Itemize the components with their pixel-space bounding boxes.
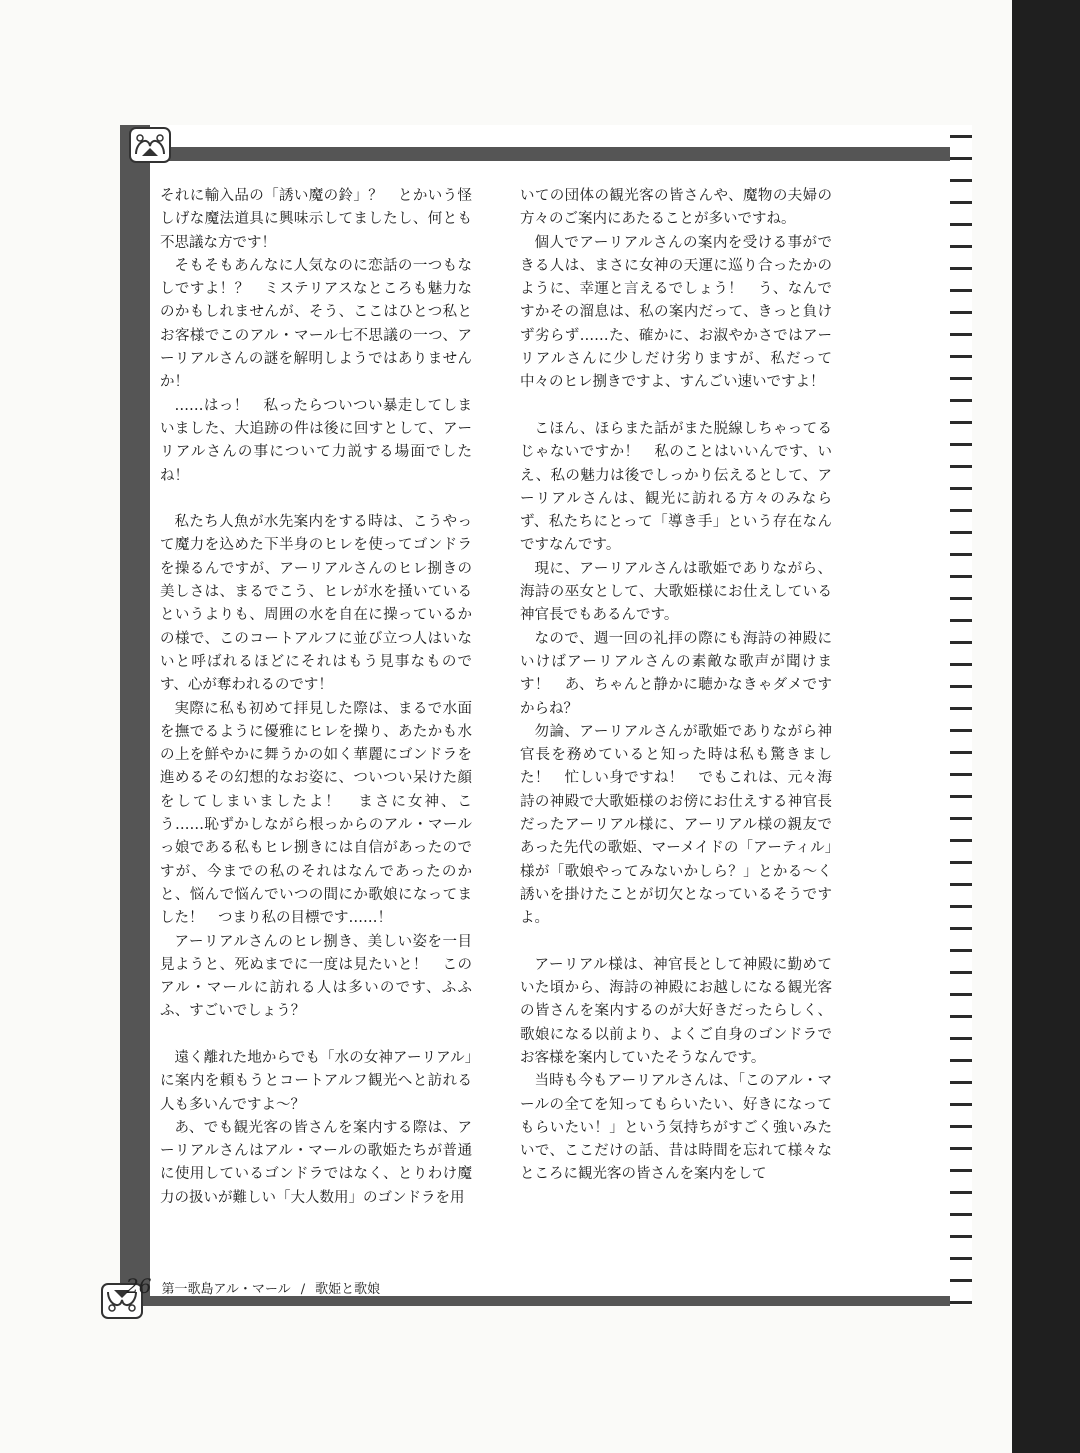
paragraph: いての団体の観光客の皆さんや、魔物の夫婦の方々のご案内にあたることが多いですね。 bbox=[520, 188, 832, 228]
paragraph-gap bbox=[520, 395, 832, 418]
text-column-right bbox=[520, 185, 832, 1187]
paragraph-gap bbox=[160, 1024, 472, 1047]
scroll-ornament-icon bbox=[128, 126, 172, 164]
footer-chapter: 第一歌島アル・マール bbox=[161, 1282, 291, 1297]
scan-background-dark bbox=[1012, 0, 1080, 1453]
paragraph: 勿論、アーリアルさんが歌姫でありながら神官長を務めていると知った時は私も驚きました！ 忙しい身ですね！ でもこれは、元々海詩の神殿で大歌姫様のお傍にお仕えする神官長だったアーリアル様に、アーリアル様の親友であった先代の歌姫、マーメイドの「アーティル」様が「歌娘やってみないかしら？」とかる～く誘いを掛けたことが切欠となっているそうですよ。 bbox=[520, 723, 832, 927]
paragraph: こほん、ほらまた話がまた脱線しちゃってるじゃないですか！ 私のことはいいんです、いえ、私の魅力は後でしっかり伝えるとして、アーリアルさんは、観光に訪れる方々のみならず、私たちにとって「導き手」という存在なんですなんです。 bbox=[520, 420, 832, 554]
paragraph-gap bbox=[520, 931, 832, 954]
text-column-left bbox=[160, 185, 472, 1210]
footer-section: 歌姫と歌娘 bbox=[315, 1282, 381, 1297]
footer-separator: / bbox=[300, 1282, 306, 1297]
paragraph: 当時も今もアーリアルさんは、「このアル・マールの全てを知ってもらいたい、好きになってもらいたい！」という気持ちがすごく強いみたいで、ここだけの話、昔は時間を忘れて様々なところに観光客の皆さんを案内をして bbox=[520, 1073, 832, 1183]
page-right-edge bbox=[950, 125, 972, 1305]
paragraph: なので、週一回の礼拝の際にも海詩の神殿にいけばアーリアルさんの素敵な歌声が聞けます！ あ、ちゃんと静かに聴かなきゃダメですからね？ bbox=[520, 630, 832, 717]
paragraph: それに輸入品の「誘い魔の鈴」？ とかいう怪しげな魔法道具に興味示してましたし、何とも不思議な方です！ bbox=[160, 188, 472, 251]
paragraph: あ、でも観光客の皆さんを案内する際は、アーリアルさんはアル・マールの歌姫たちが普通に使用しているゴンドラではなく、とりわけ魔力の扱いが難しい「大人数用」のゴンドラを用 bbox=[160, 1119, 472, 1206]
paragraph: 現に、アーリアルさんは歌姫でありながら、海詩の巫女として、大歌姫様にお仕えしている神官長でもあるんです。 bbox=[520, 560, 832, 624]
paragraph: 私たち人魚が水先案内をする時は、こうやって魔力を込めた下半身のヒレを使ってゴンドラを操るんですが、アーリアルさんのヒレ捌きの美しさは、まるでこう、ヒレが水を掻いているというよりも、周囲の水を自在に操っているかの様で、このコートアルフに並び立つ人はいないと呼ばれるほどにそれはもう見事なものです、心が奪われるのです！ bbox=[160, 514, 472, 694]
paragraph: アーリアルさんのヒレ捌き、美しい姿を一目見ようと、死ぬまでに一度は見たいと！ このアル・マールに訪れる人は多いのです、ふふふ、すごいでしょう？ bbox=[160, 933, 472, 1020]
paragraph: ……はっ！ 私ったらついつい暴走してしまいました、大追跡の件は後に回すとして、アーリアルさんの事について力説する場面でしたね！ bbox=[160, 397, 472, 484]
paragraph: 遠く離れた地からでも「水の女神アーリアル」に案内を頼もうとコートアルフ観光へと訪れる人も多いんですよ～？ bbox=[160, 1049, 472, 1113]
paragraph: 実際に私も初めて拝見した際は、まるで水面を撫でるように優雅にヒレを操り、あたかも水の上を鮮やかに舞うかの如く華麗にゴンドラを進めるその幻想的なお姿に、ついつい呆けた顔をしてしまいましたよ！ まさに女神、こう……恥ずかしながら根っからのアル・マールっ娘である私もヒレ捌きには自信があったのですが、今までの私のそれはなんであったのかと、悩んで悩んでいつの間にか歌娘になってました！ つまり私の目標です……！ bbox=[160, 700, 472, 927]
page-footer bbox=[126, 1274, 380, 1298]
paragraph: アーリアル様は、神官長として神殿に勤めていた頃から、海詩の神殿にお越しになる観光客の皆さんを案内するのが大好きだったらしく、歌娘になる以前より、よくご自身のゴンドラでお客様を案内していたそうなんです。 bbox=[520, 956, 832, 1066]
frame-top-bar bbox=[120, 147, 970, 161]
paragraph-gap bbox=[160, 488, 472, 511]
paragraph: 個人でアーリアルさんの案内を受ける事ができる人は、まさに女神の天運に巡り合ったかのように、幸運と言えるでしょう！ う、なんですかその溜息は、私の案内だって、きっと負けず劣らず……た、確かに、お淑やかさではアーリアルさんに少しだけ劣りますが、私だって中々のヒレ捌きですよ、すんごい速いですよ！ bbox=[520, 234, 832, 391]
page-number: 26 bbox=[126, 1274, 152, 1298]
paragraph: そもそもあんなに人気なのに恋話の一つもなしですよ！？ ミステリアスなところも魅力なのかもしれませんが、そう、ここはひとつ私とお客様でこのアル・マール七不思議の一つ、アーリアルさんの謎を解明しようではありませんか！ bbox=[160, 257, 472, 391]
frame-left-bar bbox=[120, 125, 150, 1305]
